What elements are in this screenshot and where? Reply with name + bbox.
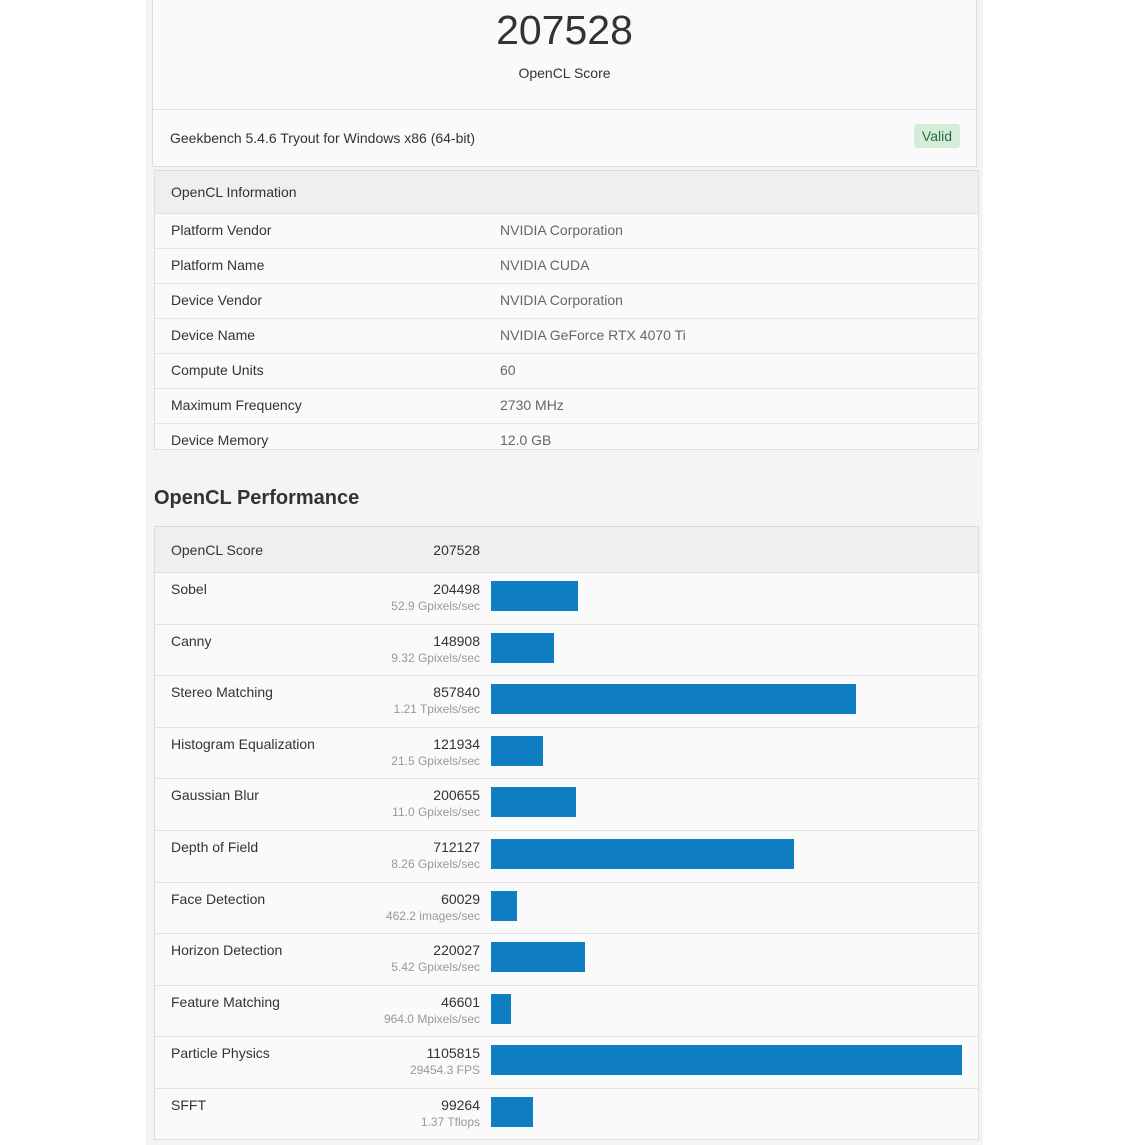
benchmark-row (155, 831, 978, 883)
benchmark-bar (491, 684, 856, 714)
benchmark-row (155, 573, 978, 625)
benchmark-name: Horizon Detection (171, 942, 283, 959)
opencl-score-label: OpenCL Score (518, 65, 611, 81)
benchmark-score: 712127 (433, 838, 480, 855)
info-value: NVIDIA Corporation (500, 292, 623, 308)
info-key: Device Name (171, 327, 256, 343)
score-card (152, 0, 977, 167)
benchmark-name: Gaussian Blur (171, 787, 259, 804)
benchmark-rate: 8.26 Gpixels/sec (391, 856, 480, 871)
benchmark-rate: 5.42 Gpixels/sec (391, 960, 480, 975)
benchmark-row (155, 779, 978, 831)
info-row (155, 424, 978, 458)
benchmark-name: Depth of Field (171, 838, 259, 855)
benchmark-name: Face Detection (171, 890, 266, 907)
benchmark-name: SFFT (171, 1096, 206, 1113)
benchmark-rate: 29454.3 FPS (409, 1063, 480, 1078)
benchmark-score: 200655 (433, 787, 480, 804)
benchmark-bar (491, 1045, 962, 1075)
benchmark-rate: 462.2 images/sec (385, 908, 480, 923)
benchmark-score: 1105815 (426, 1045, 480, 1062)
opencl-information-card (154, 170, 979, 450)
info-key: Platform Name (171, 257, 265, 273)
opencl-score-value: 207528 (496, 7, 633, 53)
benchmark-score: 148908 (433, 632, 480, 649)
benchmark-name: Stereo Matching (171, 684, 273, 701)
benchmark-name: Sobel (171, 581, 207, 597)
benchmark-score: 99264 (441, 1096, 480, 1113)
info-value: NVIDIA GeForce RTX 4070 Ti (500, 327, 686, 343)
benchmark-name: Particle Physics (171, 1045, 270, 1062)
performance-title: OpenCL Performance (154, 487, 360, 509)
benchmark-rate: 1.21 Tpixels/sec (393, 702, 480, 717)
benchmark-row (155, 934, 978, 986)
benchmark-bar (491, 994, 511, 1024)
info-value: 2730 MHz (500, 397, 564, 413)
benchmark-bar (491, 891, 517, 921)
info-row (155, 389, 978, 424)
benchmark-score: 220027 (433, 942, 480, 959)
benchmark-row (155, 728, 978, 780)
benchmark-bar (491, 942, 585, 972)
benchmark-score: 857840 (433, 684, 480, 701)
benchmark-rate: 9.32 Gpixels/sec (391, 650, 480, 665)
benchmark-name: Canny (171, 632, 212, 649)
benchmark-name: Feature Matching (171, 993, 280, 1010)
benchmark-score: 46601 (441, 993, 480, 1010)
info-key: Compute Units (171, 362, 264, 378)
benchmark-row (155, 625, 978, 677)
benchmark-row (155, 986, 978, 1038)
info-key: Platform Vendor (171, 222, 272, 238)
info-key: Maximum Frequency (171, 397, 302, 413)
benchmark-list (155, 573, 978, 1141)
benchmark-bar (491, 633, 554, 663)
performance-header (155, 527, 978, 573)
benchmark-rate: 964.0 Mpixels/sec (383, 1011, 480, 1026)
divider (153, 109, 976, 110)
info-row (155, 319, 978, 354)
opencl-information-header: OpenCL Information (155, 171, 978, 214)
info-key: Device Vendor (171, 292, 263, 308)
benchmark-score: 204498 (433, 581, 480, 597)
benchmark-row (155, 1089, 978, 1141)
info-value: 60 (500, 362, 516, 378)
info-value: NVIDIA CUDA (500, 257, 590, 273)
info-row (155, 354, 978, 389)
info-value: NVIDIA Corporation (500, 222, 623, 238)
benchmark-score: 60029 (441, 890, 480, 907)
benchmark-name: Histogram Equalization (171, 735, 315, 752)
info-table (155, 214, 978, 458)
benchmark-row (155, 883, 978, 935)
benchmark-bar (491, 736, 543, 766)
benchmark-row (155, 676, 978, 728)
performance-header-label: OpenCL Score (171, 542, 264, 558)
benchmark-rate: 21.5 Gpixels/sec (391, 753, 480, 768)
benchmark-rate: 11.0 Gpixels/sec (392, 805, 480, 820)
info-key: Device Memory (171, 432, 269, 448)
info-row (155, 249, 978, 284)
benchmark-row (155, 1037, 978, 1089)
performance-header-score: 207528 (433, 542, 480, 558)
benchmark-bar (491, 839, 794, 869)
benchmark-rate: 52.9 Gpixels/sec (391, 599, 480, 613)
info-row (155, 284, 978, 319)
benchmark-bar (491, 581, 578, 611)
info-row (155, 214, 978, 249)
valid-badge: Valid (914, 124, 960, 148)
performance-card (154, 526, 979, 1140)
version-text: Geekbench 5.4.6 Tryout for Windows x86 (64-bit) (170, 130, 476, 146)
benchmark-bar (491, 1097, 533, 1127)
benchmark-bar (491, 787, 576, 817)
info-value: 12.0 GB (500, 432, 552, 448)
benchmark-score: 121934 (433, 735, 480, 752)
benchmark-rate: 1.37 Tflops (420, 1114, 480, 1129)
